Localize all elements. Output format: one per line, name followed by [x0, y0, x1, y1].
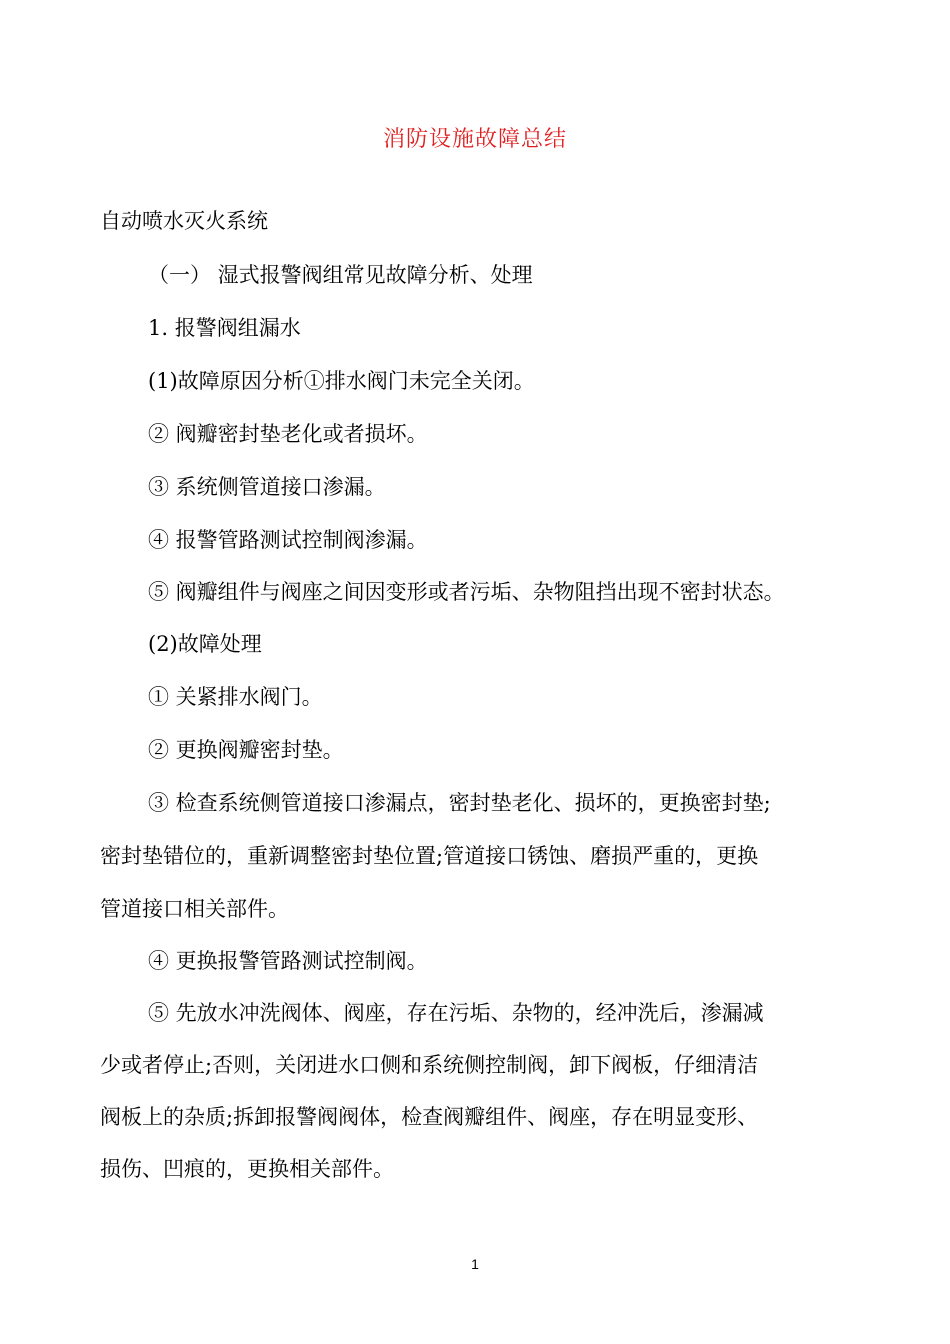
- cause-item: ② 阀瓣密封垫老化或者损坏。: [148, 422, 428, 446]
- cause-intro: (1)故障原因分析①排水阀门未完全关闭。: [148, 369, 535, 393]
- handling-item: ② 更换阀瓣密封垫。: [148, 738, 344, 762]
- cause-item: ③ 系统侧管道接口渗漏。: [148, 475, 386, 499]
- handling-intro: (2)故障处理: [148, 632, 262, 656]
- handling-item: ④ 更换报警管路测试控制阀。: [148, 949, 428, 973]
- subsection-heading: （一） 湿式报警阀组常见故障分析、处理: [148, 263, 533, 287]
- item-heading: 1. 报警阀组漏水: [148, 316, 301, 340]
- handling-item-line: 管道接口相关部件。: [100, 897, 289, 921]
- cause-item: ⑤ 阀瓣组件与阀座之间因变形或者污垢、杂物阻挡出现不密封状态。: [148, 580, 785, 604]
- handling-item: ① 关紧排水阀门。: [148, 685, 323, 709]
- cause-item: ④ 报警管路测试控制阀渗漏。: [148, 528, 428, 552]
- section-heading: 自动喷水灭火系统: [100, 209, 268, 233]
- page-number: 1: [471, 1256, 479, 1272]
- handling-item-line: ③ 检查系统侧管道接口渗漏点，密封垫老化、损坏的，更换密封垫;: [148, 791, 771, 815]
- handling-item-line: 少或者停止;否则，关闭进水口侧和系统侧控制阀，卸下阀板，仔细清洁: [100, 1053, 759, 1077]
- handling-item-line: ⑤ 先放水冲洗阀体、阀座，存在污垢、杂物的，经冲洗后，渗漏减: [148, 1001, 764, 1025]
- page-title: 消防设施故障总结: [382, 127, 567, 152]
- handling-item-line: 损伤、凹痕的，更换相关部件。: [100, 1157, 394, 1181]
- handling-item-line: 密封垫错位的，重新调整密封垫位置;管道接口锈蚀、磨损严重的，更换: [100, 844, 759, 868]
- handling-item-line: 阀板上的杂质;拆卸报警阀阀体，检查阀瓣组件、阀座，存在明显变形、: [100, 1105, 759, 1129]
